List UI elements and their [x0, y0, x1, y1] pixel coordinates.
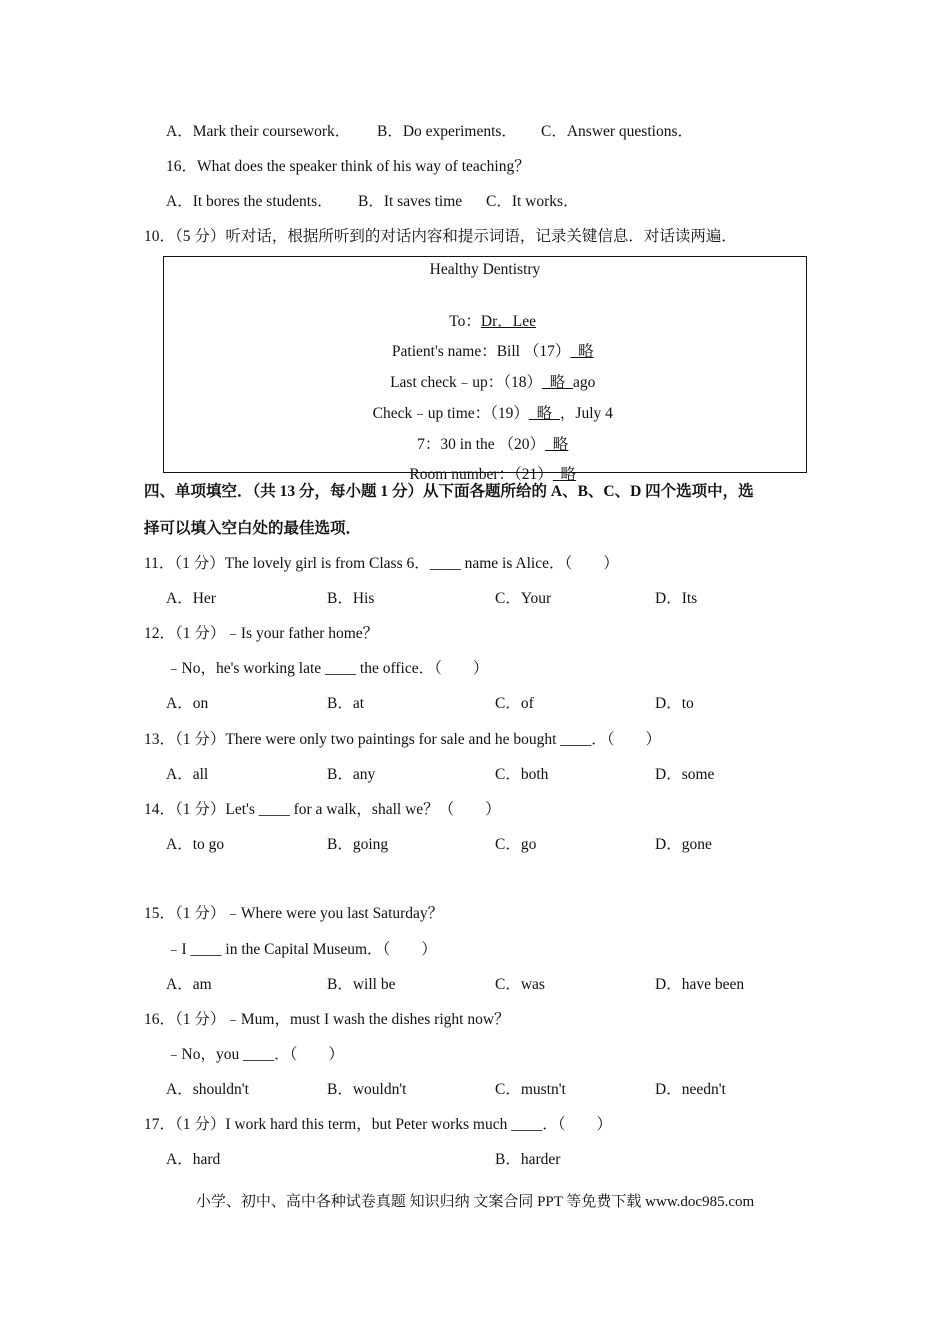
question-stem: 14．（1 分）Let's ____ for a walk，shall we？（ ）	[144, 801, 501, 818]
option-d: D．needn't	[655, 1081, 726, 1098]
option-a: A．Mark their coursework．	[166, 123, 351, 140]
question-stem-cont: ﹣No，he's working late ____ the office．（ ）	[166, 660, 489, 677]
time-label: 7：30 in the （20）	[417, 436, 546, 453]
option-b: B．His	[327, 590, 375, 607]
checkup-label: Check﹣up time：（19）	[372, 405, 529, 422]
option-c: C．Your	[495, 590, 552, 607]
lastcheck-label: Last check﹣up：（18）	[390, 374, 543, 391]
option-a: A．It bores the students．	[166, 193, 333, 210]
option-c: C．go	[495, 836, 537, 853]
name-label: Patient's name：Bill （17）	[391, 343, 571, 360]
option-b: B．wouldn't	[327, 1081, 407, 1098]
option-d: D．some	[655, 766, 715, 783]
question-stem: 15．（1 分）﹣Where were you last Saturday？	[144, 905, 444, 922]
question-stem: 13．（1 分）There were only two paintings for sale and he bought ____．（ ）	[144, 731, 662, 748]
checkup-suffix: ，July 4	[559, 405, 613, 422]
name-value: 略	[570, 343, 594, 360]
question-stem-cont: ﹣I ____ in the Capital Museum．（ ）	[166, 941, 437, 958]
option-d: D．to	[655, 695, 694, 712]
question-stem: 16．What does the speaker think of his way of teaching？	[166, 158, 530, 175]
note-box	[163, 256, 807, 483]
option-a: A．on	[166, 695, 209, 712]
option-b: B．It saves time	[358, 193, 463, 210]
option-b: B．will be	[327, 976, 396, 993]
time-value: 略	[545, 436, 569, 453]
option-d: D．Its	[655, 590, 698, 607]
option-b: B．any	[327, 766, 376, 783]
option-a: A．all	[166, 766, 209, 783]
question-10-stem: 10．（5 分）听对话，根据所听到的对话内容和提示词语，记录关键信息．对话读两遍．	[144, 228, 737, 245]
option-c: C．both	[495, 766, 549, 783]
option-b: B．at	[327, 695, 365, 712]
room-value: 略	[552, 466, 577, 483]
option-a: A．to go	[166, 836, 225, 853]
option-b: B．Do experiments．	[377, 123, 517, 140]
question-stem: 16．（1 分）﹣Mum，must I wash the dishes right now？	[144, 1011, 510, 1028]
option-b: B．going	[327, 836, 389, 853]
room-label: Room number：（21）	[409, 466, 553, 483]
option-c: C．It works．	[486, 193, 579, 210]
checkup-value: 略	[528, 405, 560, 422]
section-heading: 四、单项填空．（共 13 分，每小题 1 分）从下面各题所给的 A、B、C、D 四个选项中，选	[144, 483, 754, 500]
question-stem-cont: ﹣No，you ____．（ ）	[166, 1046, 344, 1063]
question-stem: 11．（1 分）The lovely girl is from Class 6．____ name is Alice．（ ）	[144, 555, 619, 572]
section-heading-cont: 择可以填入空白处的最佳选项．	[144, 520, 362, 537]
lastcheck-suffix: ago	[573, 374, 596, 391]
page-footer: 小学、初中、高中各种试卷真题 知识归纳 文案合同 PPT 等免费下载 www.doc985.com	[195, 1194, 755, 1210]
to-value: Dr．Lee	[480, 313, 536, 330]
option-c: C．mustn't	[495, 1081, 566, 1098]
option-a: A．Her	[166, 590, 216, 607]
option-c: C．of	[495, 695, 534, 712]
option-c: C．Answer questions．	[541, 123, 693, 140]
option-a: A．hard	[166, 1151, 221, 1168]
option-c: C．was	[495, 976, 545, 993]
option-d: D．have been	[655, 976, 745, 993]
option-d: D．gone	[655, 836, 712, 853]
lastcheck-value: 略	[542, 374, 574, 391]
option-b: B．harder	[495, 1151, 561, 1168]
option-a: A．shouldn't	[166, 1081, 249, 1098]
note-title: Healthy Dentistry	[429, 261, 541, 278]
option-a: A．am	[166, 976, 212, 993]
question-stem: 12．（1 分）﹣Is your father home？	[144, 625, 379, 642]
to-label: To：	[449, 313, 481, 330]
question-stem: 17．（1 分）I work hard this term，but Peter works much ____．（ ）	[144, 1116, 612, 1133]
